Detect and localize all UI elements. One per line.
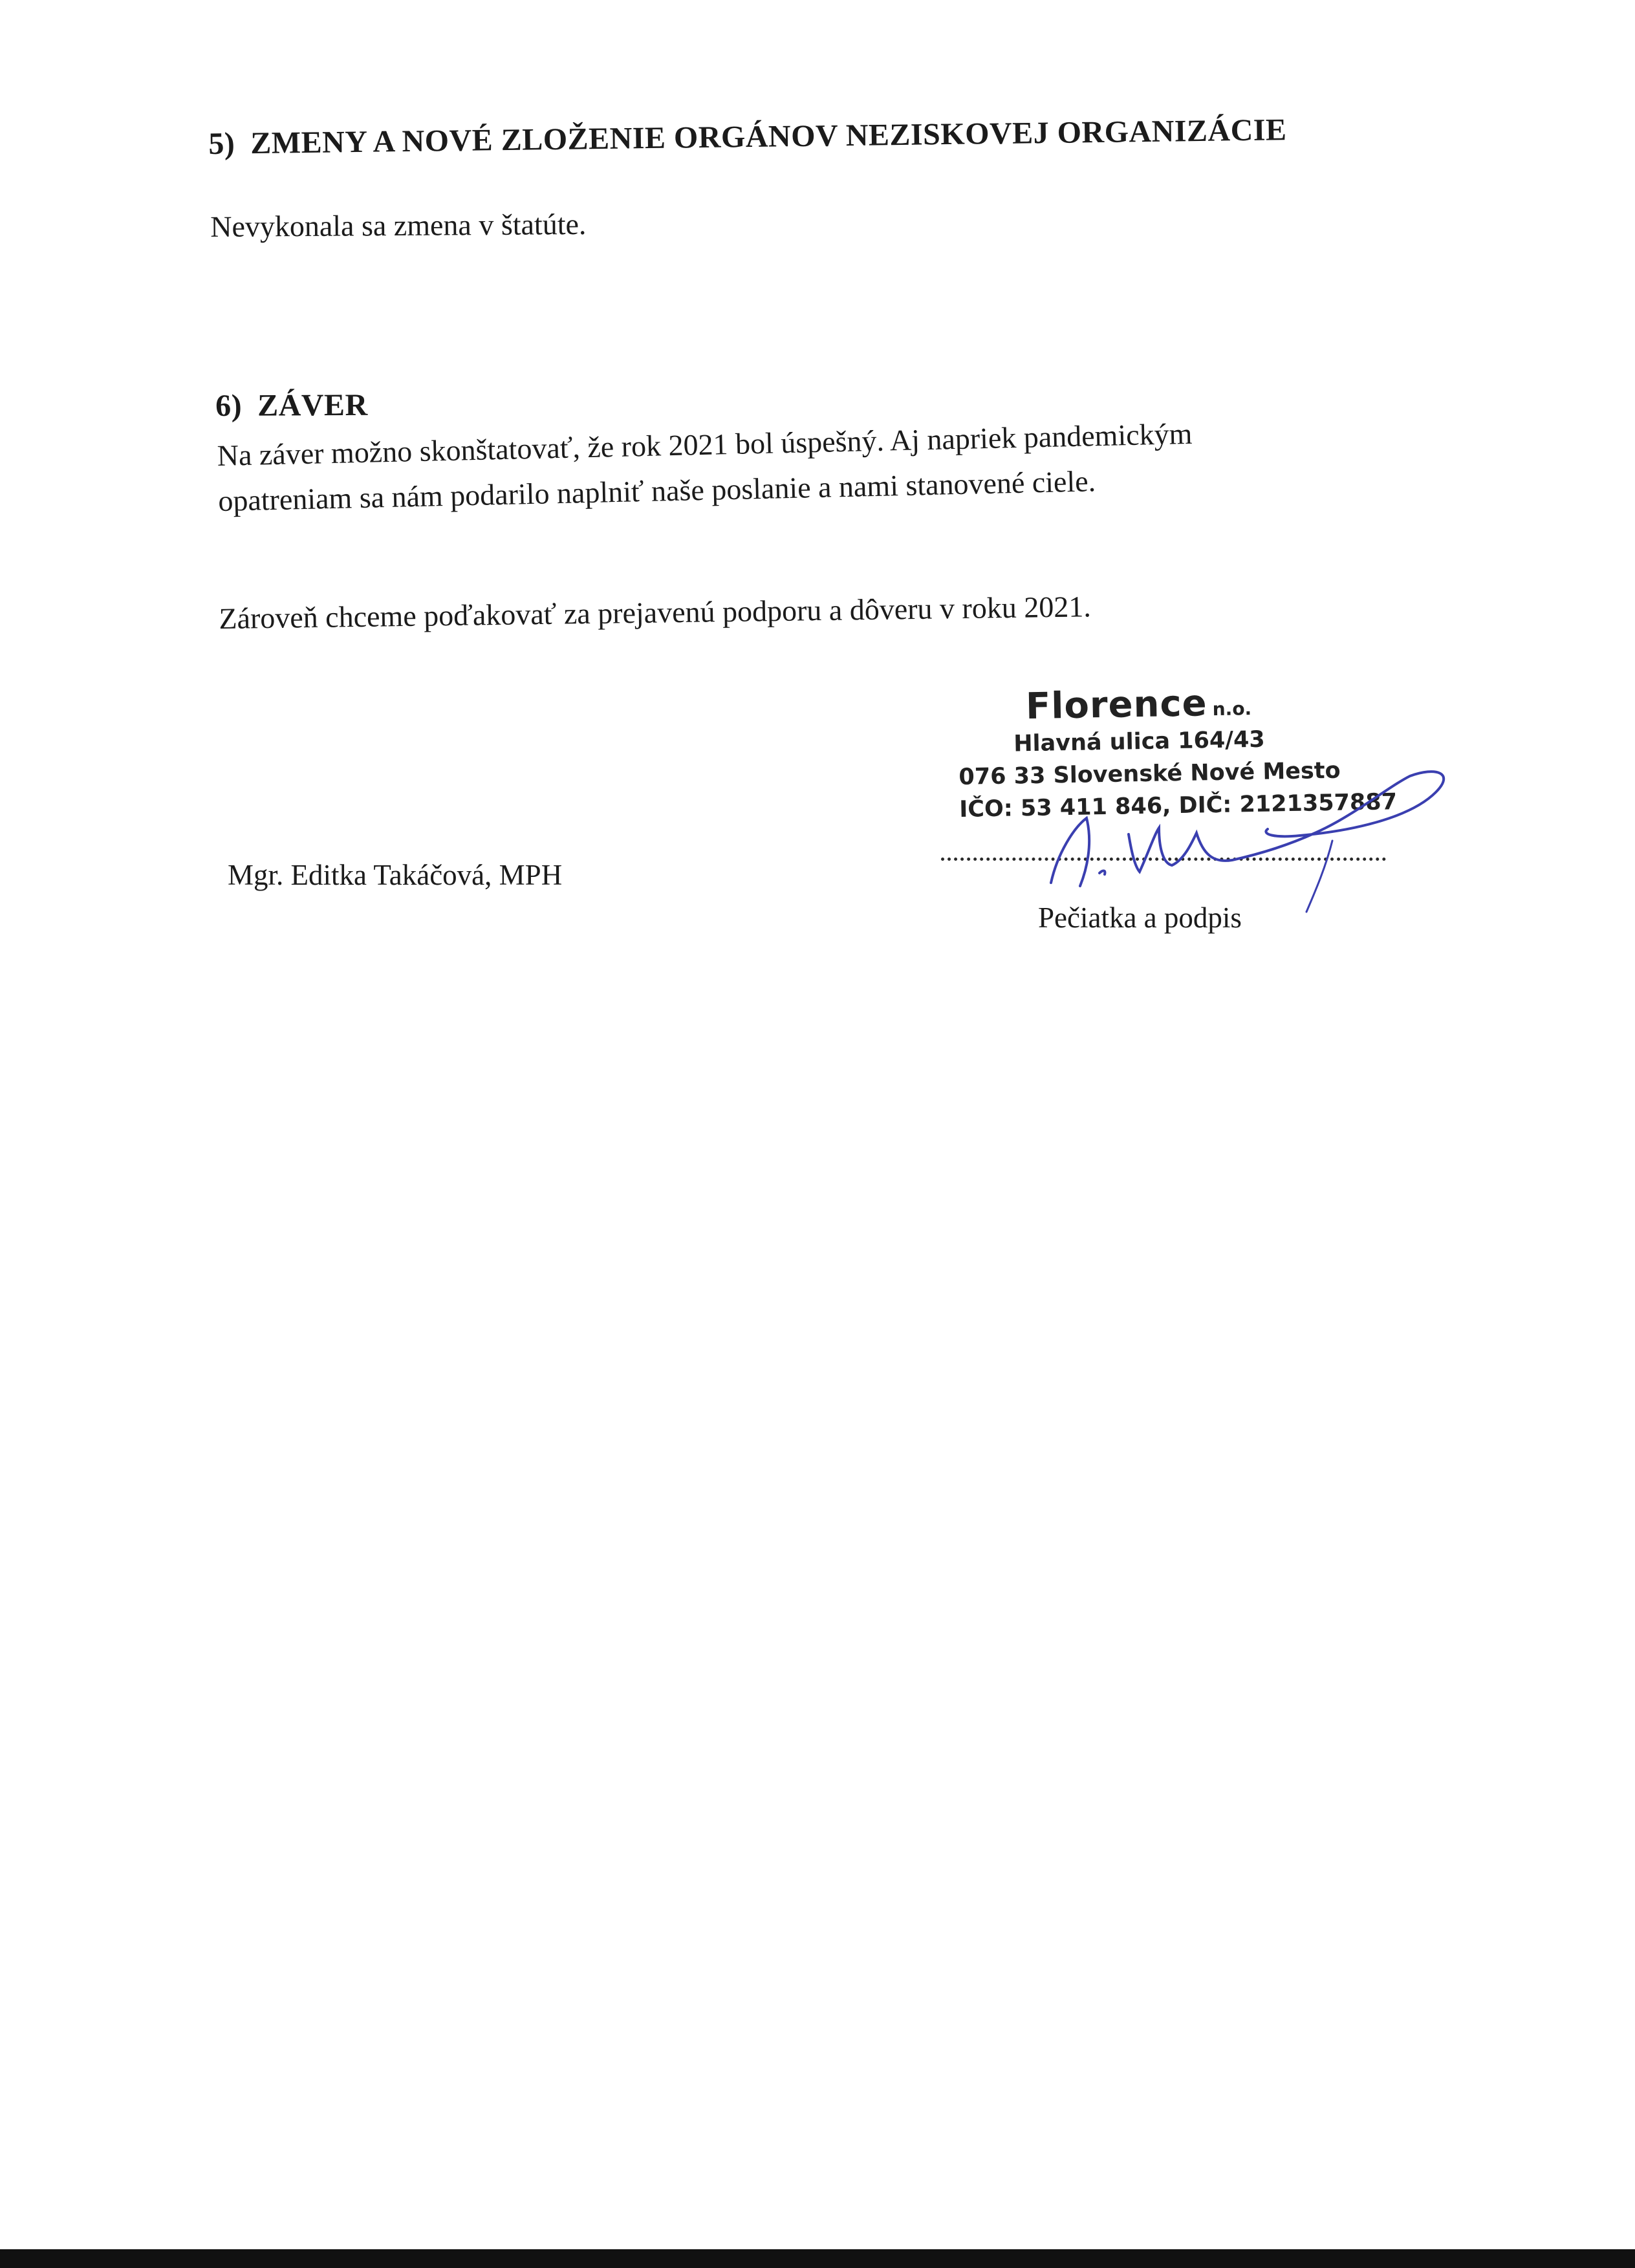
stamp-ids: IČO: 53 411 846, DIČ: 2121357887 <box>958 789 1398 823</box>
stamp-org-suffix: n.o. <box>1212 698 1252 720</box>
scan-edge-bar <box>0 2249 1635 2268</box>
section-5-title: ZMENY A NOVÉ ZLOŽENIE ORGÁNOV NEZISKOVEJ ORGANIZÁCIE <box>250 113 1287 161</box>
stamp-city: 076 33 Slovenské Nové Mesto <box>958 757 1341 790</box>
signatory-name: Mgr. Editka Takáčová, MPH <box>228 859 563 891</box>
section-5-text: Nevykonala sa zmena v štatúte. <box>210 207 587 243</box>
stamp-org-name: Florence <box>1025 682 1208 728</box>
section-5-heading <box>208 112 1287 162</box>
section-6-line-2: opatreniam sa nám podarilo naplniť naše poslanie a nami stanovené ciele. <box>217 464 1096 517</box>
signature-label: Pečiatka a podpis <box>1038 902 1242 934</box>
section-5-number: 5) <box>208 126 235 161</box>
section-6-title: ZÁVER <box>257 387 368 423</box>
thanks-paragraph: Zároveň chceme poďakovať za prejavenú podporu a dôveru v roku 2021. <box>219 590 1092 635</box>
stamp-street: Hlavná ulica 164/43 <box>1013 726 1266 757</box>
section-6-paragraph <box>217 411 1194 524</box>
section-6-heading <box>215 387 368 424</box>
handwritten-signature <box>990 757 1455 925</box>
section-6-line-1: Na záver možno skonštatovať, že rok 2021 bol úspešný. Aj napriek pandemickým <box>217 416 1193 472</box>
section-6-number: 6) <box>215 388 243 423</box>
